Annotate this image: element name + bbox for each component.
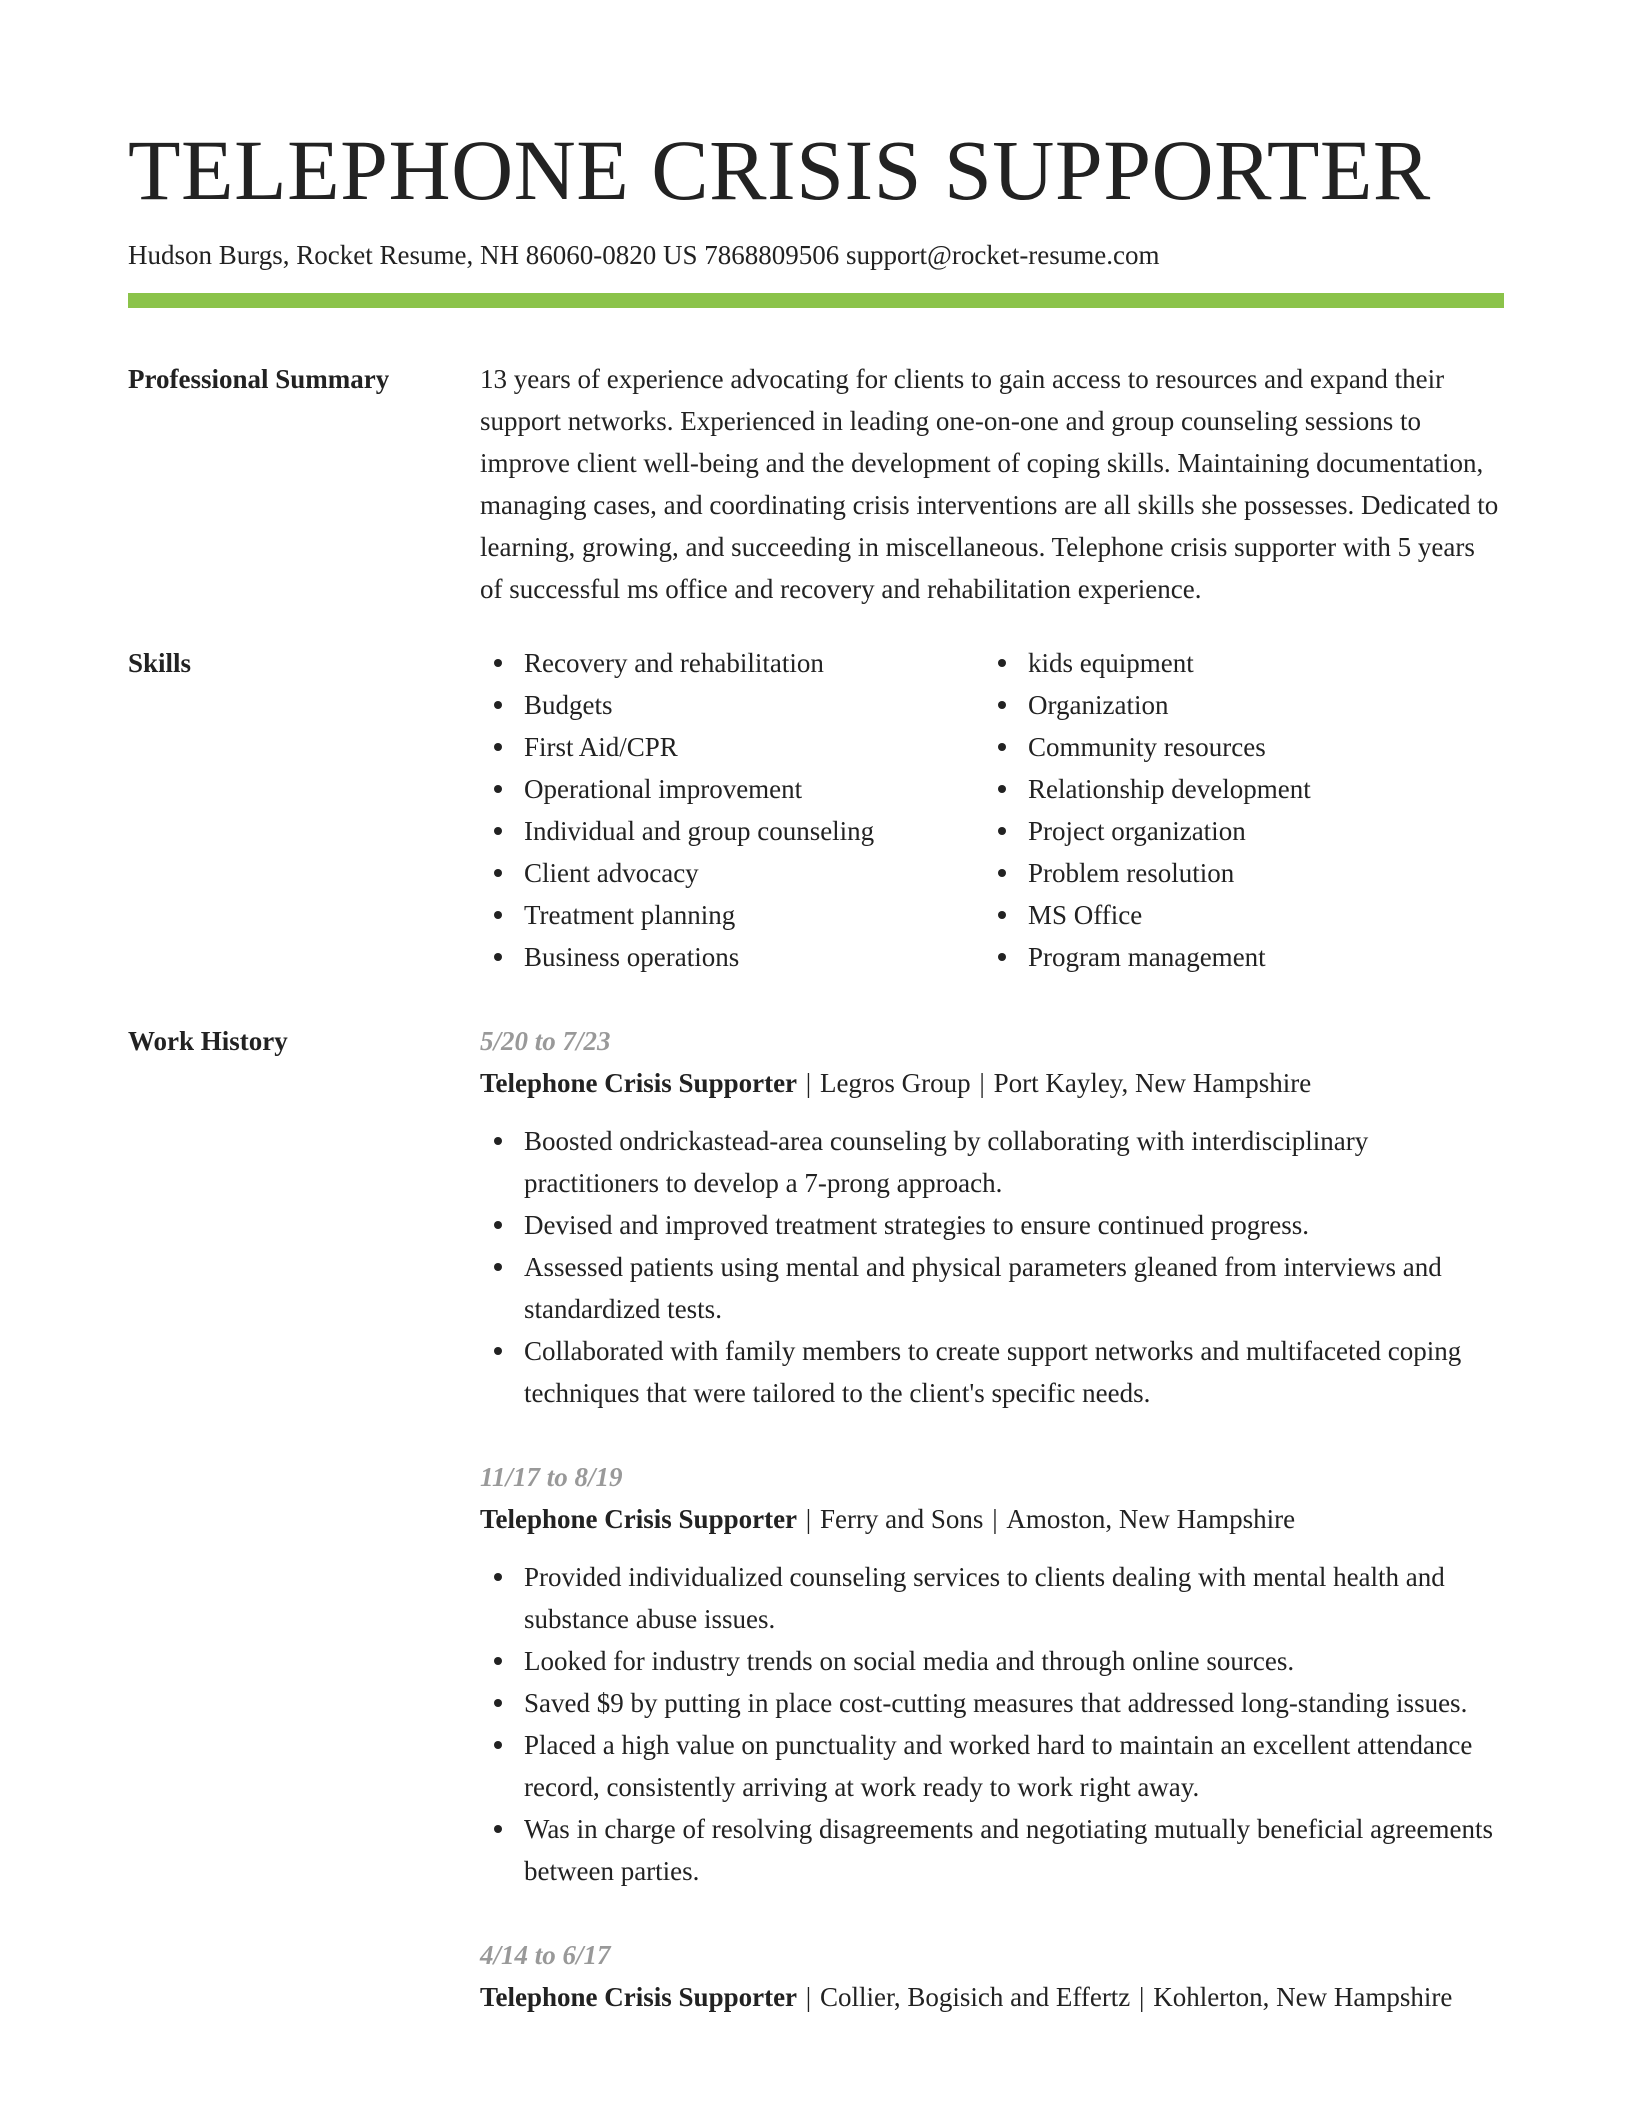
job-entry [480,1456,1504,1892]
skill-item: MS Office [984,894,1504,936]
skill-item: Problem resolution [984,852,1504,894]
skill-item: Individual and group counseling [480,810,984,852]
resume-name: TELEPHONE CRISIS SUPPORTER [128,122,1431,218]
job-title: Telephone Crisis Supporter [480,1068,798,1098]
skill-item: Project organization [984,810,1504,852]
job-bullet-list [480,1120,1504,1414]
job-heading-line: Telephone Crisis Supporter | Ferry and Sons | Amoston, New Hampshire [480,1504,1296,1534]
skill-item: Relationship development [984,768,1504,810]
work-history-heading: Work History [128,1026,288,1056]
skills-list-right [984,642,1504,978]
job-company: Ferry and Sons [819,1504,984,1534]
job-bullet-list [480,1556,1504,1892]
skill-item: Client advocacy [480,852,984,894]
skill-item: Business operations [480,936,984,978]
skills-columns [480,642,1504,978]
job-entry [480,1020,1504,1414]
job-heading-line: Telephone Crisis Supporter | Legros Group | Port Kayley, New Hampshire [480,1068,1312,1098]
job-dates: 4/14 to 6/17 [480,1940,611,1970]
summary-text: 13 years of experience advocating for clients to gain access to resources and expand their support networks. Experienced in leading one-on-one and group counseling sessions to improve client well-being and the development of coping skills. Maintaining documentation, managing cases, and coordinating crisis interventions are all skills she possesses. Dedicated to learning, growing, and succeeding in miscellaneous. Telephone crisis supporter with 5 years of successful ms office and recovery and rehabilitation experience. [480,364,1499,604]
skill-item: Recovery and rehabilitation [480,642,984,684]
summary-heading: Professional Summary [128,364,390,394]
job-title: Telephone Crisis Supporter [480,1982,798,2012]
summary-section [128,358,1504,610]
job-bullet: Devised and improved treatment strategies to ensure continued progress. [480,1204,1504,1246]
skill-item: Treatment planning [480,894,984,936]
job-bullet: Looked for industry trends on social media and through online sources. [480,1640,1504,1682]
job-dates: 11/17 to 8/19 [480,1462,623,1492]
job-location: Kohlerton, New Hampshire [1153,1982,1453,2012]
job-heading-line: Telephone Crisis Supporter | Collier, Bogisich and Effertz | Kohlerton, New Hampshire [480,1982,1453,2012]
job-entry [480,1934,1504,2018]
job-location: Port Kayley, New Hampshire [993,1068,1312,1098]
contact-line: Hudson Burgs, Rocket Resume, NH 86060-0820 US 7868809506 support@rocket-resume.com [128,240,1160,270]
job-company: Legros Group [819,1068,971,1098]
job-bullet: Collaborated with family members to create support networks and multifaceted coping techniques that were tailored to the client's specific needs. [480,1330,1504,1414]
job-bullet: Provided individualized counseling services to clients dealing with mental health and substance abuse issues. [480,1556,1504,1640]
skill-item: First Aid/CPR [480,726,984,768]
job-bullet: Assessed patients using mental and physical parameters gleaned from interviews and standardized tests. [480,1246,1504,1330]
job-bullet: Was in charge of resolving disagreements and negotiating mutually beneficial agreements between parties. [480,1808,1504,1892]
job-bullet: Saved $9 by putting in place cost-cutting measures that addressed long-standing issues. [480,1682,1504,1724]
job-title: Telephone Crisis Supporter [480,1504,798,1534]
skill-item: Community resources [984,726,1504,768]
resume-page [128,0,1504,2018]
skill-item: Organization [984,684,1504,726]
skill-item: kids equipment [984,642,1504,684]
job-company: Collier, Bogisich and Effertz [819,1982,1131,2012]
skills-section [128,642,1504,978]
skill-item: Budgets [480,684,984,726]
skill-item: Operational improvement [480,768,984,810]
job-dates: 5/20 to 7/23 [480,1026,611,1056]
skill-item: Program management [984,936,1504,978]
work-history-section [128,1020,1504,2018]
header-accent-rule [128,293,1504,308]
job-bullet: Boosted ondrickastead-area counseling by collaborating with interdisciplinary practitioners to develop a 7-prong approach. [480,1120,1504,1204]
skills-list-left [480,642,984,978]
skills-heading: Skills [128,648,192,678]
job-location: Amoston, New Hampshire [1006,1504,1296,1534]
job-bullet: Placed a high value on punctuality and worked hard to maintain an excellent attendance record, consistently arriving at work ready to work right away. [480,1724,1504,1808]
